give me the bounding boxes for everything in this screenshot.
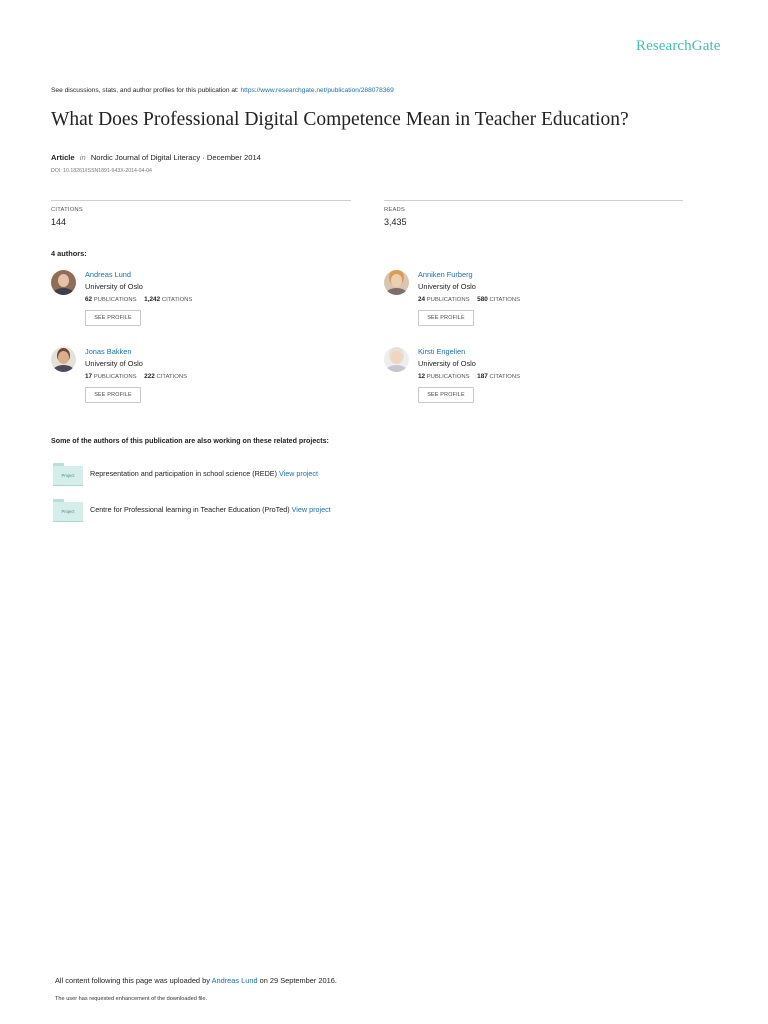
see-profile-button[interactable]: SEE PROFILE xyxy=(85,310,141,326)
project-icon-label: Project xyxy=(53,502,83,522)
citations-divider xyxy=(51,200,351,201)
citations-count: 1,242 xyxy=(144,296,161,303)
see-profile-button[interactable]: SEE PROFILE xyxy=(418,310,474,326)
author-stats xyxy=(418,373,520,380)
enhancement-note: The user has requested enhancement of the downloaded file. xyxy=(55,996,208,1002)
author-card xyxy=(51,270,351,340)
project-item xyxy=(53,499,453,523)
author-avatar[interactable] xyxy=(51,270,76,295)
discussion-line xyxy=(51,87,394,94)
project-folder-icon xyxy=(53,499,83,521)
author-name-link[interactable]: Jonas Bakken xyxy=(85,347,132,356)
citations-count: 222 xyxy=(144,373,155,380)
reads-label: READS xyxy=(384,207,405,213)
author-avatar[interactable] xyxy=(51,347,76,372)
citations-label: CITATIONS xyxy=(489,374,521,380)
publications-label: PUBLICATIONS xyxy=(93,374,137,380)
see-profile-button[interactable]: SEE PROFILE xyxy=(85,387,141,403)
discussion-prefix: See discussions, stats, and author profiles for this publication at: xyxy=(51,87,239,94)
publications-count: 24 xyxy=(418,296,426,303)
author-stats xyxy=(85,373,187,380)
publication-title: What Does Professional Digital Competence Mean in Teacher Education? xyxy=(51,109,629,130)
citations-count: 580 xyxy=(477,296,488,303)
author-institution: University of Oslo xyxy=(85,359,143,368)
project-folder-icon xyxy=(53,463,83,485)
publication-doi: DOI: 10.18261/ISSN1891-943X-2014-04-04 xyxy=(51,168,152,174)
project-icon-label: Project xyxy=(53,466,83,486)
citations-count: 187 xyxy=(477,373,488,380)
author-name-link[interactable]: Andreas Lund xyxy=(85,270,132,279)
author-card xyxy=(384,270,684,340)
publication-type: Article xyxy=(51,153,75,162)
author-card xyxy=(51,347,351,417)
view-project-link[interactable]: View project xyxy=(291,505,331,514)
author-name-link[interactable]: Kirsti Engelien xyxy=(418,347,466,356)
author-stats xyxy=(85,296,192,303)
publications-count: 62 xyxy=(85,296,93,303)
publications-count: 17 xyxy=(85,373,93,380)
author-stats xyxy=(418,296,520,303)
publications-label: PUBLICATIONS xyxy=(426,374,470,380)
project-text xyxy=(90,469,318,478)
reads-value: 3,435 xyxy=(384,217,407,227)
project-name: Centre for Professional learning in Teacher Education (ProTed) xyxy=(90,505,290,514)
researchgate-logo[interactable]: ResearchGate xyxy=(636,38,721,54)
citations-label: CITATIONS xyxy=(51,207,83,213)
author-avatar[interactable] xyxy=(384,347,409,372)
uploader-link[interactable]: Andreas Lund xyxy=(211,976,258,985)
author-institution: University of Oslo xyxy=(418,282,476,291)
author-institution: University of Oslo xyxy=(418,359,476,368)
in-word: in xyxy=(79,153,86,162)
publication-venue[interactable]: Nordic Journal of Digital Literacy · December 2014 xyxy=(90,153,261,162)
publication-url-link[interactable]: https://www.researchgate.net/publication/288078369 xyxy=(240,87,394,94)
publication-meta xyxy=(51,153,261,162)
reads-divider xyxy=(384,200,683,201)
see-profile-button[interactable]: SEE PROFILE xyxy=(418,387,474,403)
authors-heading: 4 authors: xyxy=(51,249,87,258)
project-name: Representation and participation in school science (REDE) xyxy=(90,469,277,478)
citations-value: 144 xyxy=(51,217,67,227)
publications-label: PUBLICATIONS xyxy=(426,297,470,303)
project-text xyxy=(90,505,331,514)
upload-suffix: on 29 September 2016. xyxy=(259,976,337,985)
author-institution: University of Oslo xyxy=(85,282,143,291)
publications-count: 12 xyxy=(418,373,426,380)
author-name-link[interactable]: Anniken Furberg xyxy=(418,270,473,279)
citations-label: CITATIONS xyxy=(489,297,521,303)
citations-label: CITATIONS xyxy=(161,297,193,303)
upload-prefix: All content following this page was uploaded by xyxy=(55,976,210,985)
author-avatar[interactable] xyxy=(384,270,409,295)
publications-label: PUBLICATIONS xyxy=(93,297,137,303)
author-card xyxy=(384,347,684,417)
view-project-link[interactable]: View project xyxy=(278,469,319,478)
projects-heading: Some of the authors of this publication are also working on these related projects: xyxy=(51,437,329,445)
upload-notice xyxy=(55,976,337,985)
project-item xyxy=(53,463,453,487)
citations-label: CITATIONS xyxy=(156,374,188,380)
